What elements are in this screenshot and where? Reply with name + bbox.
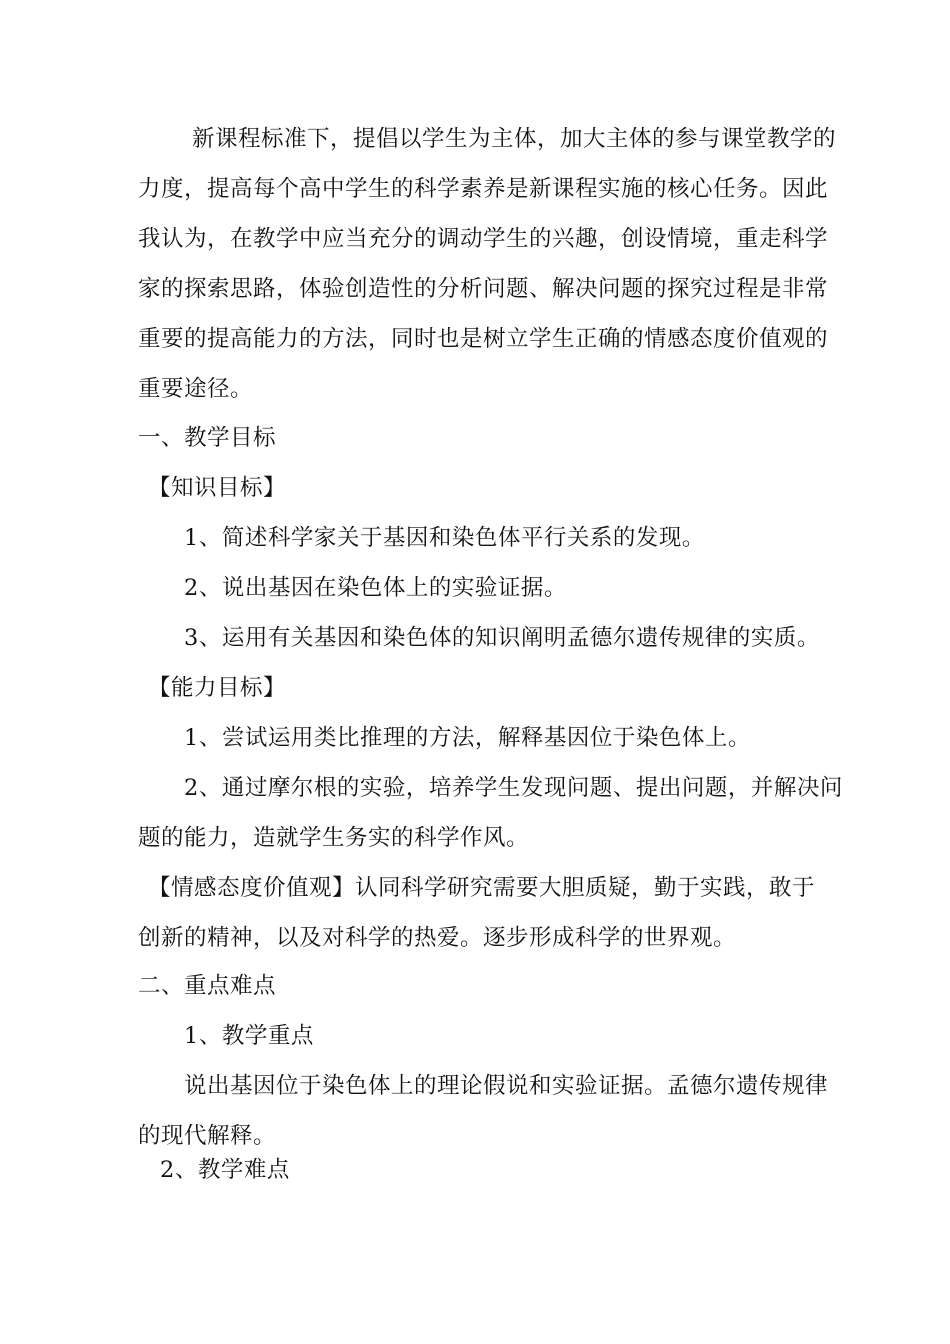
intro-paragraph-line-3: 我认为，在教学中应当充分的调动学生的兴趣，创设情境，重走科学 xyxy=(138,226,829,252)
section-heading-teaching-goals: 一、教学目标 xyxy=(138,425,277,451)
intro-paragraph-line-4: 家的探索思路，体验创造性的分析问题、解决问题的探究过程是非常 xyxy=(138,276,829,302)
intro-paragraph-line-6: 重要途径。 xyxy=(138,376,254,402)
key-point-text-line-1: 说出基因位于染色体上的理论假说和实验证据。孟德尔遗传规律 xyxy=(184,1073,829,1099)
key-point-heading: 1、教学重点 xyxy=(184,1023,314,1049)
section-heading-key-difficult-points: 二、重点难点 xyxy=(138,973,277,999)
ability-goal-item-1: 1、尝试运用类比推理的方法，解释基因位于染色体上。 xyxy=(184,725,751,751)
knowledge-goal-item-3: 3、运用有关基因和染色体的知识阐明孟德尔遗传规律的实质。 xyxy=(184,625,820,651)
ability-goal-item-2-line-2: 题的能力，造就学生务实的科学作风。 xyxy=(138,825,530,851)
key-point-text-line-2: 的现代解释。 xyxy=(138,1123,277,1149)
emotion-goals-line-1: 【情感态度价值观】认同科学研究需要大胆质疑，勤于实践，敢于 xyxy=(148,875,816,901)
subheading-knowledge-goals: 【知识目标】 xyxy=(148,475,287,501)
knowledge-goal-item-1: 1、简述科学家关于基因和染色体平行关系的发现。 xyxy=(184,525,705,551)
ability-goal-item-2-line-1: 2、通过摩尔根的实验，培养学生发现问题、提出问题，并解决问 xyxy=(184,775,843,801)
intro-paragraph-line-1: 新课程标准下，提倡以学生为主体，加大主体的参与课堂教学的 xyxy=(192,126,837,152)
intro-paragraph-line-2: 力度，提高每个高中学生的科学素养是新课程实施的核心任务。因此 xyxy=(138,176,829,202)
subheading-ability-goals: 【能力目标】 xyxy=(148,675,287,701)
intro-paragraph-line-5: 重要的提高能力的方法，同时也是树立学生正确的情感态度价值观的 xyxy=(138,326,829,352)
knowledge-goal-item-2: 2、说出基因在染色体上的实验证据。 xyxy=(184,575,567,601)
emotion-goals-line-2: 创新的精神，以及对科学的热爱。逐步形成科学的世界观。 xyxy=(138,925,737,951)
difficult-point-heading: 2、教学难点 xyxy=(160,1157,290,1183)
